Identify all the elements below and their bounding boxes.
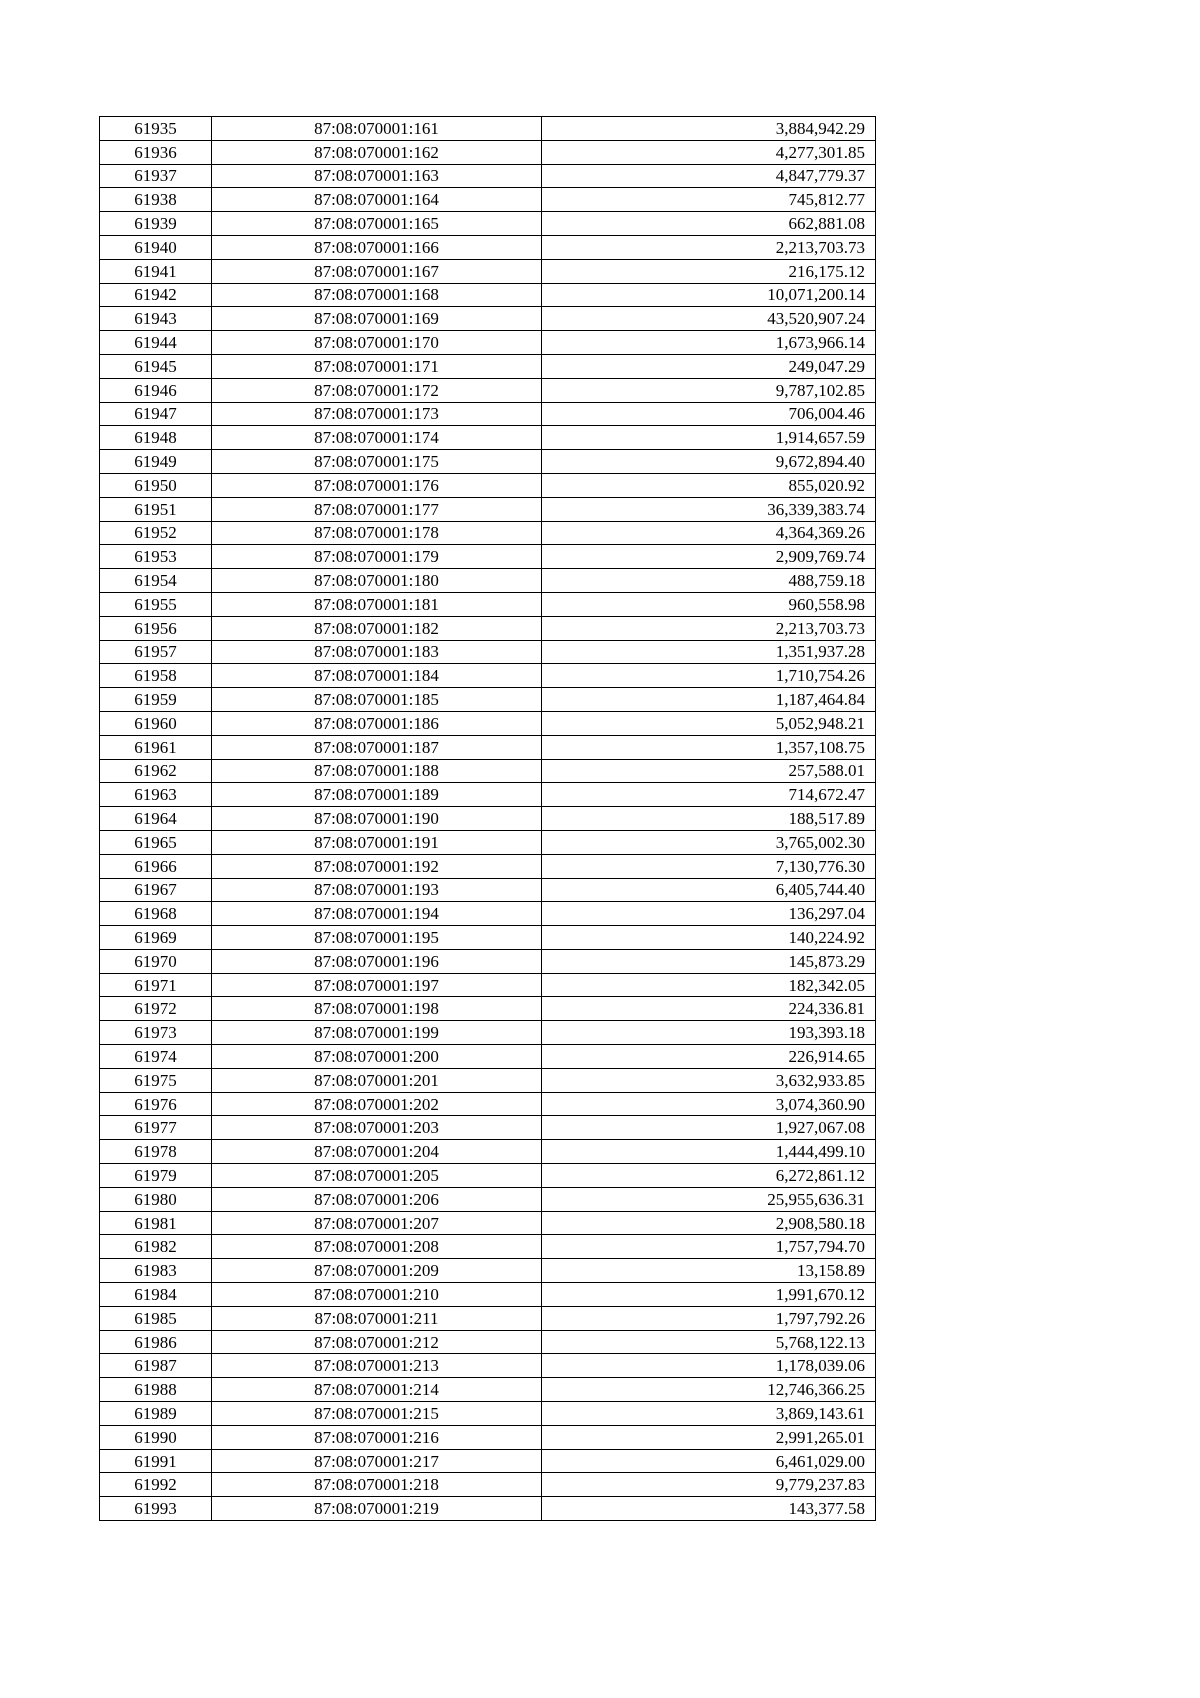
cadastral-number-cell: 87:08:070001:187 (212, 735, 542, 759)
row-number-cell: 61987 (100, 1354, 212, 1378)
row-number-cell: 61963 (100, 783, 212, 807)
value-cell: 706,004.46 (542, 402, 876, 426)
table-row (100, 1235, 876, 1259)
table-row (100, 878, 876, 902)
table-row (100, 212, 876, 236)
cadastral-number-cell: 87:08:070001:188 (212, 759, 542, 783)
value-cell: 2,213,703.73 (542, 616, 876, 640)
cadastral-number-cell: 87:08:070001:198 (212, 997, 542, 1021)
table-row (100, 1140, 876, 1164)
cadastral-number-cell: 87:08:070001:206 (212, 1187, 542, 1211)
value-cell: 36,339,383.74 (542, 497, 876, 521)
cadastral-value-table (99, 116, 876, 1521)
table-row (100, 902, 876, 926)
table-row (100, 616, 876, 640)
value-cell: 1,673,966.14 (542, 331, 876, 355)
row-number-cell: 61975 (100, 1068, 212, 1092)
row-number-cell: 61940 (100, 235, 212, 259)
cadastral-number-cell: 87:08:070001:213 (212, 1354, 542, 1378)
table-row (100, 759, 876, 783)
cadastral-number-cell: 87:08:070001:177 (212, 497, 542, 521)
row-number-cell: 61950 (100, 473, 212, 497)
table-row (100, 1425, 876, 1449)
value-cell: 3,632,933.85 (542, 1068, 876, 1092)
cadastral-number-cell: 87:08:070001:205 (212, 1164, 542, 1188)
row-number-cell: 61943 (100, 307, 212, 331)
table-row (100, 640, 876, 664)
row-number-cell: 61985 (100, 1306, 212, 1330)
cadastral-number-cell: 87:08:070001:219 (212, 1497, 542, 1521)
value-cell: 193,393.18 (542, 1021, 876, 1045)
table-row (100, 711, 876, 735)
value-cell: 5,768,122.13 (542, 1330, 876, 1354)
cadastral-number-cell: 87:08:070001:185 (212, 688, 542, 712)
value-cell: 13,158.89 (542, 1259, 876, 1283)
table-row (100, 1092, 876, 1116)
row-number-cell: 61935 (100, 117, 212, 141)
table-row (100, 664, 876, 688)
value-cell: 1,757,794.70 (542, 1235, 876, 1259)
row-number-cell: 61946 (100, 378, 212, 402)
cadastral-number-cell: 87:08:070001:197 (212, 973, 542, 997)
value-cell: 4,364,369.26 (542, 521, 876, 545)
table-row (100, 188, 876, 212)
row-number-cell: 61961 (100, 735, 212, 759)
value-cell: 216,175.12 (542, 259, 876, 283)
cadastral-number-cell: 87:08:070001:189 (212, 783, 542, 807)
table-row (100, 1449, 876, 1473)
table-row (100, 378, 876, 402)
table-row (100, 1045, 876, 1069)
value-cell: 662,881.08 (542, 212, 876, 236)
row-number-cell: 61941 (100, 259, 212, 283)
row-number-cell: 61959 (100, 688, 212, 712)
row-number-cell: 61989 (100, 1402, 212, 1426)
value-cell: 7,130,776.30 (542, 854, 876, 878)
cadastral-number-cell: 87:08:070001:176 (212, 473, 542, 497)
cadastral-number-cell: 87:08:070001:194 (212, 902, 542, 926)
row-number-cell: 61952 (100, 521, 212, 545)
cadastral-number-cell: 87:08:070001:168 (212, 283, 542, 307)
value-cell: 488,759.18 (542, 569, 876, 593)
row-number-cell: 61958 (100, 664, 212, 688)
value-cell: 1,797,792.26 (542, 1306, 876, 1330)
value-cell: 4,847,779.37 (542, 164, 876, 188)
table-row (100, 1164, 876, 1188)
row-number-cell: 61966 (100, 854, 212, 878)
table-row (100, 1402, 876, 1426)
table-row (100, 1116, 876, 1140)
row-number-cell: 61978 (100, 1140, 212, 1164)
row-number-cell: 61972 (100, 997, 212, 1021)
row-number-cell: 61949 (100, 450, 212, 474)
row-number-cell: 61936 (100, 140, 212, 164)
value-cell: 1,444,499.10 (542, 1140, 876, 1164)
table-row (100, 450, 876, 474)
table-row (100, 592, 876, 616)
cadastral-number-cell: 87:08:070001:166 (212, 235, 542, 259)
row-number-cell: 61957 (100, 640, 212, 664)
cadastral-number-cell: 87:08:070001:186 (212, 711, 542, 735)
row-number-cell: 61942 (100, 283, 212, 307)
table-row (100, 497, 876, 521)
row-number-cell: 61945 (100, 354, 212, 378)
row-number-cell: 61951 (100, 497, 212, 521)
value-cell: 855,020.92 (542, 473, 876, 497)
row-number-cell: 61968 (100, 902, 212, 926)
value-cell: 1,187,464.84 (542, 688, 876, 712)
table-row (100, 973, 876, 997)
cadastral-number-cell: 87:08:070001:215 (212, 1402, 542, 1426)
value-cell: 10,071,200.14 (542, 283, 876, 307)
cadastral-number-cell: 87:08:070001:169 (212, 307, 542, 331)
cadastral-number-cell: 87:08:070001:161 (212, 117, 542, 141)
cadastral-number-cell: 87:08:070001:201 (212, 1068, 542, 1092)
cadastral-number-cell: 87:08:070001:193 (212, 878, 542, 902)
value-cell: 43,520,907.24 (542, 307, 876, 331)
value-cell: 226,914.65 (542, 1045, 876, 1069)
row-number-cell: 61980 (100, 1187, 212, 1211)
row-number-cell: 61974 (100, 1045, 212, 1069)
table-row (100, 331, 876, 355)
cadastral-number-cell: 87:08:070001:196 (212, 949, 542, 973)
value-cell: 25,955,636.31 (542, 1187, 876, 1211)
row-number-cell: 61990 (100, 1425, 212, 1449)
cadastral-number-cell: 87:08:070001:173 (212, 402, 542, 426)
value-cell: 6,272,861.12 (542, 1164, 876, 1188)
row-number-cell: 61937 (100, 164, 212, 188)
table-row (100, 1378, 876, 1402)
cadastral-number-cell: 87:08:070001:182 (212, 616, 542, 640)
value-cell: 5,052,948.21 (542, 711, 876, 735)
value-cell: 143,377.58 (542, 1497, 876, 1521)
value-cell: 1,178,039.06 (542, 1354, 876, 1378)
row-number-cell: 61964 (100, 807, 212, 831)
row-number-cell: 61965 (100, 830, 212, 854)
table-body (100, 117, 876, 1521)
cadastral-number-cell: 87:08:070001:172 (212, 378, 542, 402)
table-row (100, 140, 876, 164)
cadastral-number-cell: 87:08:070001:165 (212, 212, 542, 236)
table-row (100, 783, 876, 807)
table-row (100, 473, 876, 497)
table-row (100, 1211, 876, 1235)
value-cell: 145,873.29 (542, 949, 876, 973)
cadastral-number-cell: 87:08:070001:181 (212, 592, 542, 616)
row-number-cell: 61969 (100, 926, 212, 950)
table-row (100, 426, 876, 450)
cadastral-number-cell: 87:08:070001:210 (212, 1283, 542, 1307)
cadastral-number-cell: 87:08:070001:178 (212, 521, 542, 545)
table-row (100, 1259, 876, 1283)
table-row (100, 1354, 876, 1378)
row-number-cell: 61991 (100, 1449, 212, 1473)
value-cell: 745,812.77 (542, 188, 876, 212)
value-cell: 1,991,670.12 (542, 1283, 876, 1307)
cadastral-number-cell: 87:08:070001:203 (212, 1116, 542, 1140)
cadastral-number-cell: 87:08:070001:171 (212, 354, 542, 378)
value-cell: 2,213,703.73 (542, 235, 876, 259)
table-row (100, 688, 876, 712)
value-cell: 2,991,265.01 (542, 1425, 876, 1449)
cadastral-number-cell: 87:08:070001:202 (212, 1092, 542, 1116)
table-row (100, 1283, 876, 1307)
value-cell: 3,884,942.29 (542, 117, 876, 141)
value-cell: 136,297.04 (542, 902, 876, 926)
value-cell: 1,927,067.08 (542, 1116, 876, 1140)
row-number-cell: 61976 (100, 1092, 212, 1116)
row-number-cell: 61982 (100, 1235, 212, 1259)
table-row (100, 1330, 876, 1354)
cadastral-number-cell: 87:08:070001:163 (212, 164, 542, 188)
value-cell: 1,357,108.75 (542, 735, 876, 759)
value-cell: 2,908,580.18 (542, 1211, 876, 1235)
row-number-cell: 61983 (100, 1259, 212, 1283)
table-row (100, 235, 876, 259)
table-row (100, 1497, 876, 1521)
cadastral-number-cell: 87:08:070001:209 (212, 1259, 542, 1283)
cadastral-number-cell: 87:08:070001:170 (212, 331, 542, 355)
value-cell: 1,351,937.28 (542, 640, 876, 664)
row-number-cell: 61953 (100, 545, 212, 569)
row-number-cell: 61986 (100, 1330, 212, 1354)
value-cell: 224,336.81 (542, 997, 876, 1021)
table-row (100, 949, 876, 973)
value-cell: 3,765,002.30 (542, 830, 876, 854)
row-number-cell: 61979 (100, 1164, 212, 1188)
table-row (100, 830, 876, 854)
row-number-cell: 61984 (100, 1283, 212, 1307)
row-number-cell: 61970 (100, 949, 212, 973)
cadastral-number-cell: 87:08:070001:175 (212, 450, 542, 474)
table-row (100, 569, 876, 593)
table-row (100, 1068, 876, 1092)
row-number-cell: 61988 (100, 1378, 212, 1402)
cadastral-number-cell: 87:08:070001:212 (212, 1330, 542, 1354)
table-row (100, 926, 876, 950)
row-number-cell: 61992 (100, 1473, 212, 1497)
cadastral-number-cell: 87:08:070001:192 (212, 854, 542, 878)
value-cell: 1,710,754.26 (542, 664, 876, 688)
row-number-cell: 61967 (100, 878, 212, 902)
table-row (100, 164, 876, 188)
row-number-cell: 61955 (100, 592, 212, 616)
row-number-cell: 61973 (100, 1021, 212, 1045)
value-cell: 3,869,143.61 (542, 1402, 876, 1426)
value-cell: 960,558.98 (542, 592, 876, 616)
row-number-cell: 61993 (100, 1497, 212, 1521)
cadastral-number-cell: 87:08:070001:190 (212, 807, 542, 831)
table-row (100, 735, 876, 759)
row-number-cell: 61956 (100, 616, 212, 640)
cadastral-number-cell: 87:08:070001:184 (212, 664, 542, 688)
cadastral-number-cell: 87:08:070001:179 (212, 545, 542, 569)
cadastral-number-cell: 87:08:070001:218 (212, 1473, 542, 1497)
row-number-cell: 61944 (100, 331, 212, 355)
cadastral-number-cell: 87:08:070001:214 (212, 1378, 542, 1402)
table-row (100, 854, 876, 878)
table-row (100, 1473, 876, 1497)
table-row (100, 997, 876, 1021)
value-cell: 257,588.01 (542, 759, 876, 783)
value-cell: 249,047.29 (542, 354, 876, 378)
row-number-cell: 61948 (100, 426, 212, 450)
cadastral-number-cell: 87:08:070001:195 (212, 926, 542, 950)
value-cell: 182,342.05 (542, 973, 876, 997)
table-row (100, 1021, 876, 1045)
cadastral-number-cell: 87:08:070001:164 (212, 188, 542, 212)
table-row (100, 402, 876, 426)
cadastral-number-cell: 87:08:070001:211 (212, 1306, 542, 1330)
row-number-cell: 61954 (100, 569, 212, 593)
value-cell: 6,405,744.40 (542, 878, 876, 902)
row-number-cell: 61939 (100, 212, 212, 236)
cadastral-number-cell: 87:08:070001:174 (212, 426, 542, 450)
value-cell: 9,787,102.85 (542, 378, 876, 402)
cadastral-number-cell: 87:08:070001:200 (212, 1045, 542, 1069)
value-cell: 9,779,237.83 (542, 1473, 876, 1497)
value-cell: 140,224.92 (542, 926, 876, 950)
cadastral-number-cell: 87:08:070001:183 (212, 640, 542, 664)
value-cell: 714,672.47 (542, 783, 876, 807)
table-row (100, 117, 876, 141)
cadastral-number-cell: 87:08:070001:167 (212, 259, 542, 283)
value-cell: 2,909,769.74 (542, 545, 876, 569)
row-number-cell: 61977 (100, 1116, 212, 1140)
value-cell: 3,074,360.90 (542, 1092, 876, 1116)
cadastral-number-cell: 87:08:070001:191 (212, 830, 542, 854)
value-cell: 12,746,366.25 (542, 1378, 876, 1402)
table-row (100, 259, 876, 283)
cadastral-number-cell: 87:08:070001:204 (212, 1140, 542, 1164)
row-number-cell: 61962 (100, 759, 212, 783)
row-number-cell: 61981 (100, 1211, 212, 1235)
value-cell: 9,672,894.40 (542, 450, 876, 474)
table-row (100, 283, 876, 307)
value-cell: 188,517.89 (542, 807, 876, 831)
cadastral-number-cell: 87:08:070001:180 (212, 569, 542, 593)
table-row (100, 1187, 876, 1211)
value-cell: 4,277,301.85 (542, 140, 876, 164)
table-row (100, 545, 876, 569)
row-number-cell: 61960 (100, 711, 212, 735)
table-row (100, 354, 876, 378)
row-number-cell: 61938 (100, 188, 212, 212)
table-row (100, 807, 876, 831)
table-row (100, 1306, 876, 1330)
cadastral-number-cell: 87:08:070001:199 (212, 1021, 542, 1045)
cadastral-number-cell: 87:08:070001:207 (212, 1211, 542, 1235)
row-number-cell: 61947 (100, 402, 212, 426)
value-cell: 1,914,657.59 (542, 426, 876, 450)
cadastral-number-cell: 87:08:070001:162 (212, 140, 542, 164)
cadastral-number-cell: 87:08:070001:216 (212, 1425, 542, 1449)
table-row (100, 307, 876, 331)
value-cell: 6,461,029.00 (542, 1449, 876, 1473)
row-number-cell: 61971 (100, 973, 212, 997)
cadastral-number-cell: 87:08:070001:208 (212, 1235, 542, 1259)
cadastral-number-cell: 87:08:070001:217 (212, 1449, 542, 1473)
table-row (100, 521, 876, 545)
